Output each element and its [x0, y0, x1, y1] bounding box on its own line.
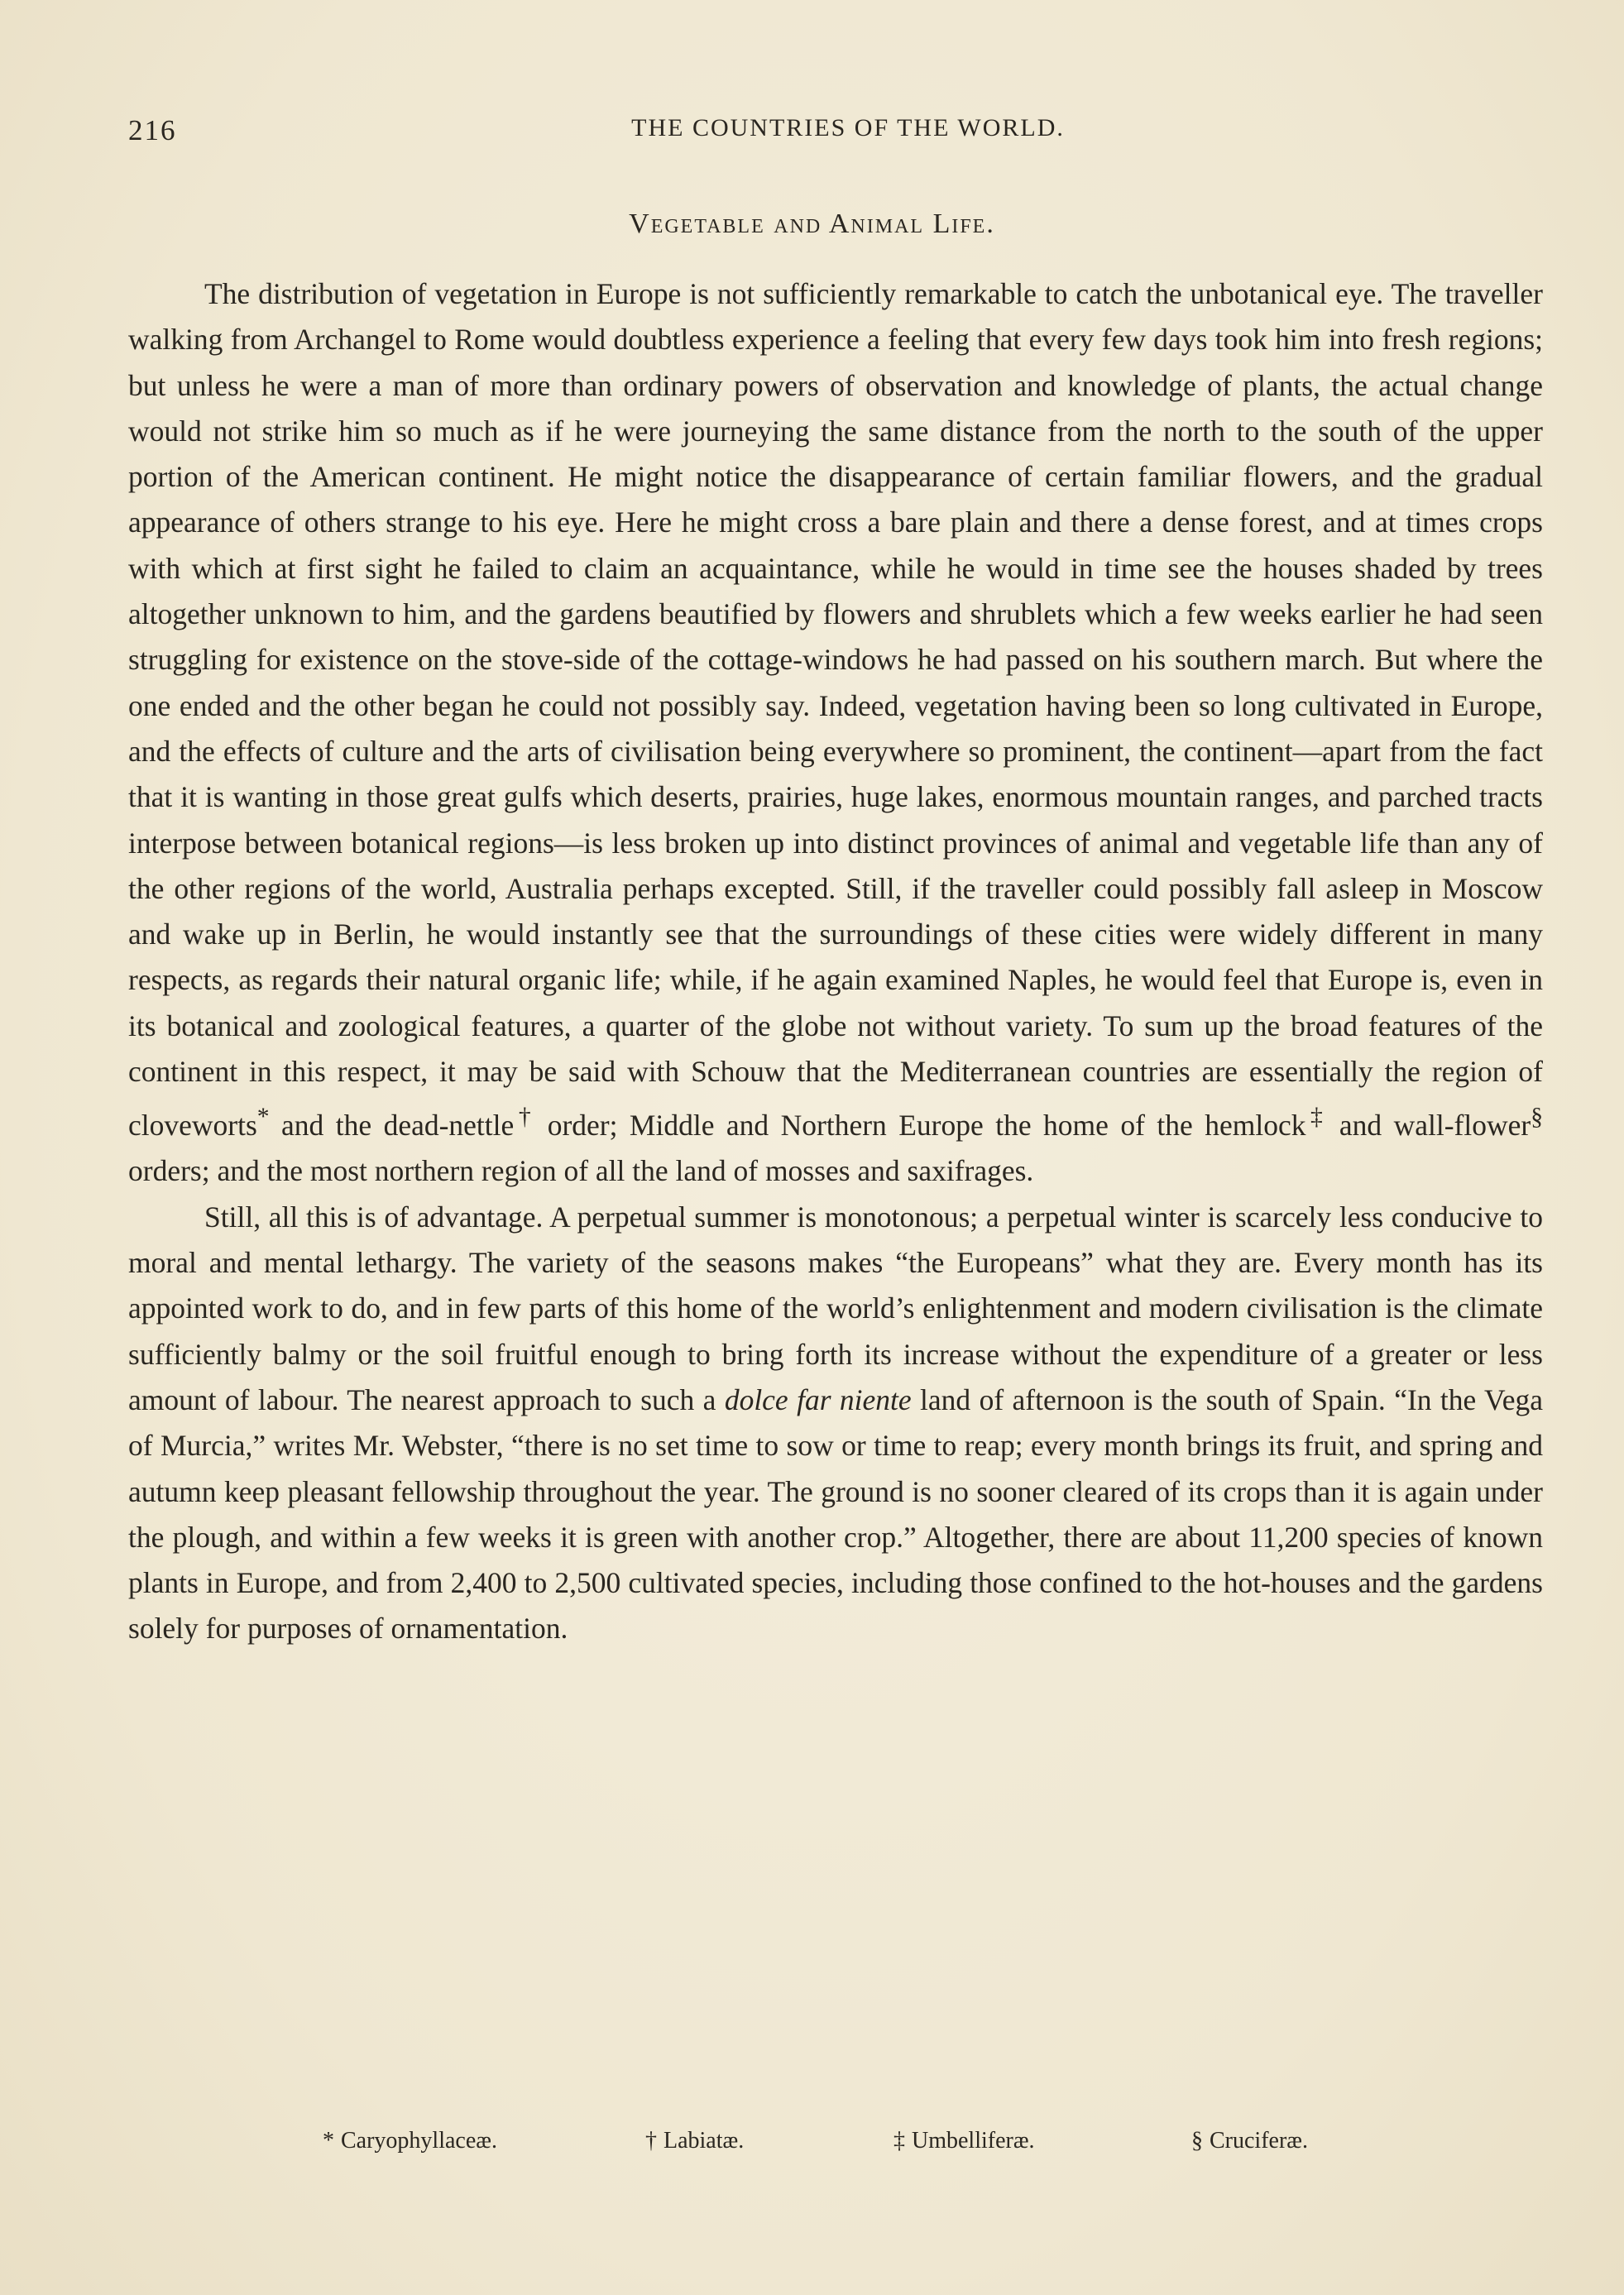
body-text	[128, 271, 1543, 1652]
footnote-ref-2: †	[514, 1104, 536, 1131]
footnotes	[314, 2128, 1357, 2169]
footnote	[645, 2128, 744, 2154]
footnote-ref-1: *	[256, 1104, 270, 1131]
paragraph-2-text-a: Still, all this is of advantage. A perpetual summer is monotonous; a perpetual winter is scarcely less conducive to moral and mental lethargy. The variety of the seasons makes “the Europeans” what they are. Every month has its appointed work to do, and in few parts of this home of the world’s enlightenment and modern civilisation is the climate sufficiently balmy or the soil fruitful enough to bring forth its increase without the expenditure of a greater or less amount of labour. The nearest approach to such a	[128, 1200, 1543, 1416]
section-title: Vegetable and Animal Life.	[629, 208, 995, 239]
footnote-text: Labiatæ.	[663, 2128, 745, 2154]
footnote	[1191, 2128, 1308, 2154]
footnote-ref-4: §	[1531, 1104, 1543, 1131]
footnote-mark: ‡	[893, 2128, 905, 2154]
running-title: THE COUNTRIES OF THE WORLD.	[631, 114, 1065, 141]
paragraph-2-italic: dolce far niente	[724, 1382, 912, 1416]
paragraph-1-text-a: The distribution of vegetation in Europe is not sufficiently remarkable to catch the unbotanical eye. The traveller walking from Archangel to Rome would doubtless experience a feeling that every few days took him into fresh regions; but unless he were a man of more than ordinary powers of observation and knowledge of plants, the actual change would not strike him so much as if he were journeying the same distance from the north to the south of the upper portion of the American continent. He might notice the disappearance of certain familiar flowers, and the gradual appearance of others strange to his eye. Here he might cross a bare plain and there a dense forest, and at times crops with which at first sight he failed to claim an acquaintance, while he would in time see the houses shaded by trees altogether unknown to him, and the gardens beautified by flowers and shrublets which a few weeks earlier he had seen struggling for existence on the stove-side of the cottage-windows he had passed on his southern march. But where the one ended and the other began he could not possibly say. Indeed, vegetation having been so long cultivated in Europe, and the effects of culture and the arts of civilisation being everywhere so prominent, the continent—apart from the fact that it is wanting in those great gulfs which deserts, prairies, huge lakes, enormous mountain ranges, and parched tracts interpose between botanical regions—is less broken up into distinct provinces of animal and vegetable life than any of the other regions of the world, Australia perhaps excepted. Still, if the traveller could possibly fall asleep in Moscow and wake up in Berlin, he would instantly see that the surroundings of these cities were widely different in many respects, as regards their natural organic life; while, if he again examined Naples, he would feel that Europe is, even in its botanical and zoological features, a quarter of the globe not without variety. To sum up the broad features of the continent in this respect, it may be said with Schouw that the Mediterranean countries are essentially the region of cloveworts	[128, 277, 1543, 1143]
footnote-ref-3: ‡	[1305, 1104, 1328, 1131]
footnote	[323, 2128, 497, 2154]
footnote-mark: *	[323, 2128, 334, 2154]
paragraph-1-text-e: orders; and the most northern region of all the land of mosses and saxifrages.	[128, 1154, 1034, 1188]
footnote	[893, 2128, 1035, 2154]
paragraph-2	[128, 1195, 1543, 1652]
paragraph-1-text-d: and wall-flower	[1327, 1109, 1531, 1143]
page-number: 216	[128, 114, 177, 146]
paragraph-1-text-b: and the dead-nettle	[269, 1109, 515, 1143]
footnote-mark: §	[1191, 2128, 1203, 2154]
footnote-mark: †	[645, 2128, 657, 2154]
running-head	[128, 114, 1543, 156]
footnote-text: Cruciferæ.	[1210, 2128, 1308, 2154]
paragraph-2-text-b: land of afternoon is the south of Spain. “In the Vega of Murcia,” writes Mr. Webster, “there is no set time to sow or time to reap; every month brings its fruit, and spring and autumn keep pleasant fellowship throughout the year. The ground is no sooner cleared of its crops than it is again under the plough, and within a few weeks it is green with another crop.” Altogether, there are about 11,200 species of known plants in Europe, and from 2,400 to 2,500 cultivated species, including those confined to the hot-houses and the gardens solely for purposes of ornamentation.	[128, 1382, 1544, 1646]
footnote-text: Caryophyllaceæ.	[341, 2128, 497, 2154]
paragraph-1	[128, 271, 1543, 1195]
paragraph-1-text-c: order; Middle and Northern Europe the home of the hemlock	[535, 1109, 1306, 1143]
footnote-text: Umbelliferæ.	[912, 2128, 1035, 2154]
